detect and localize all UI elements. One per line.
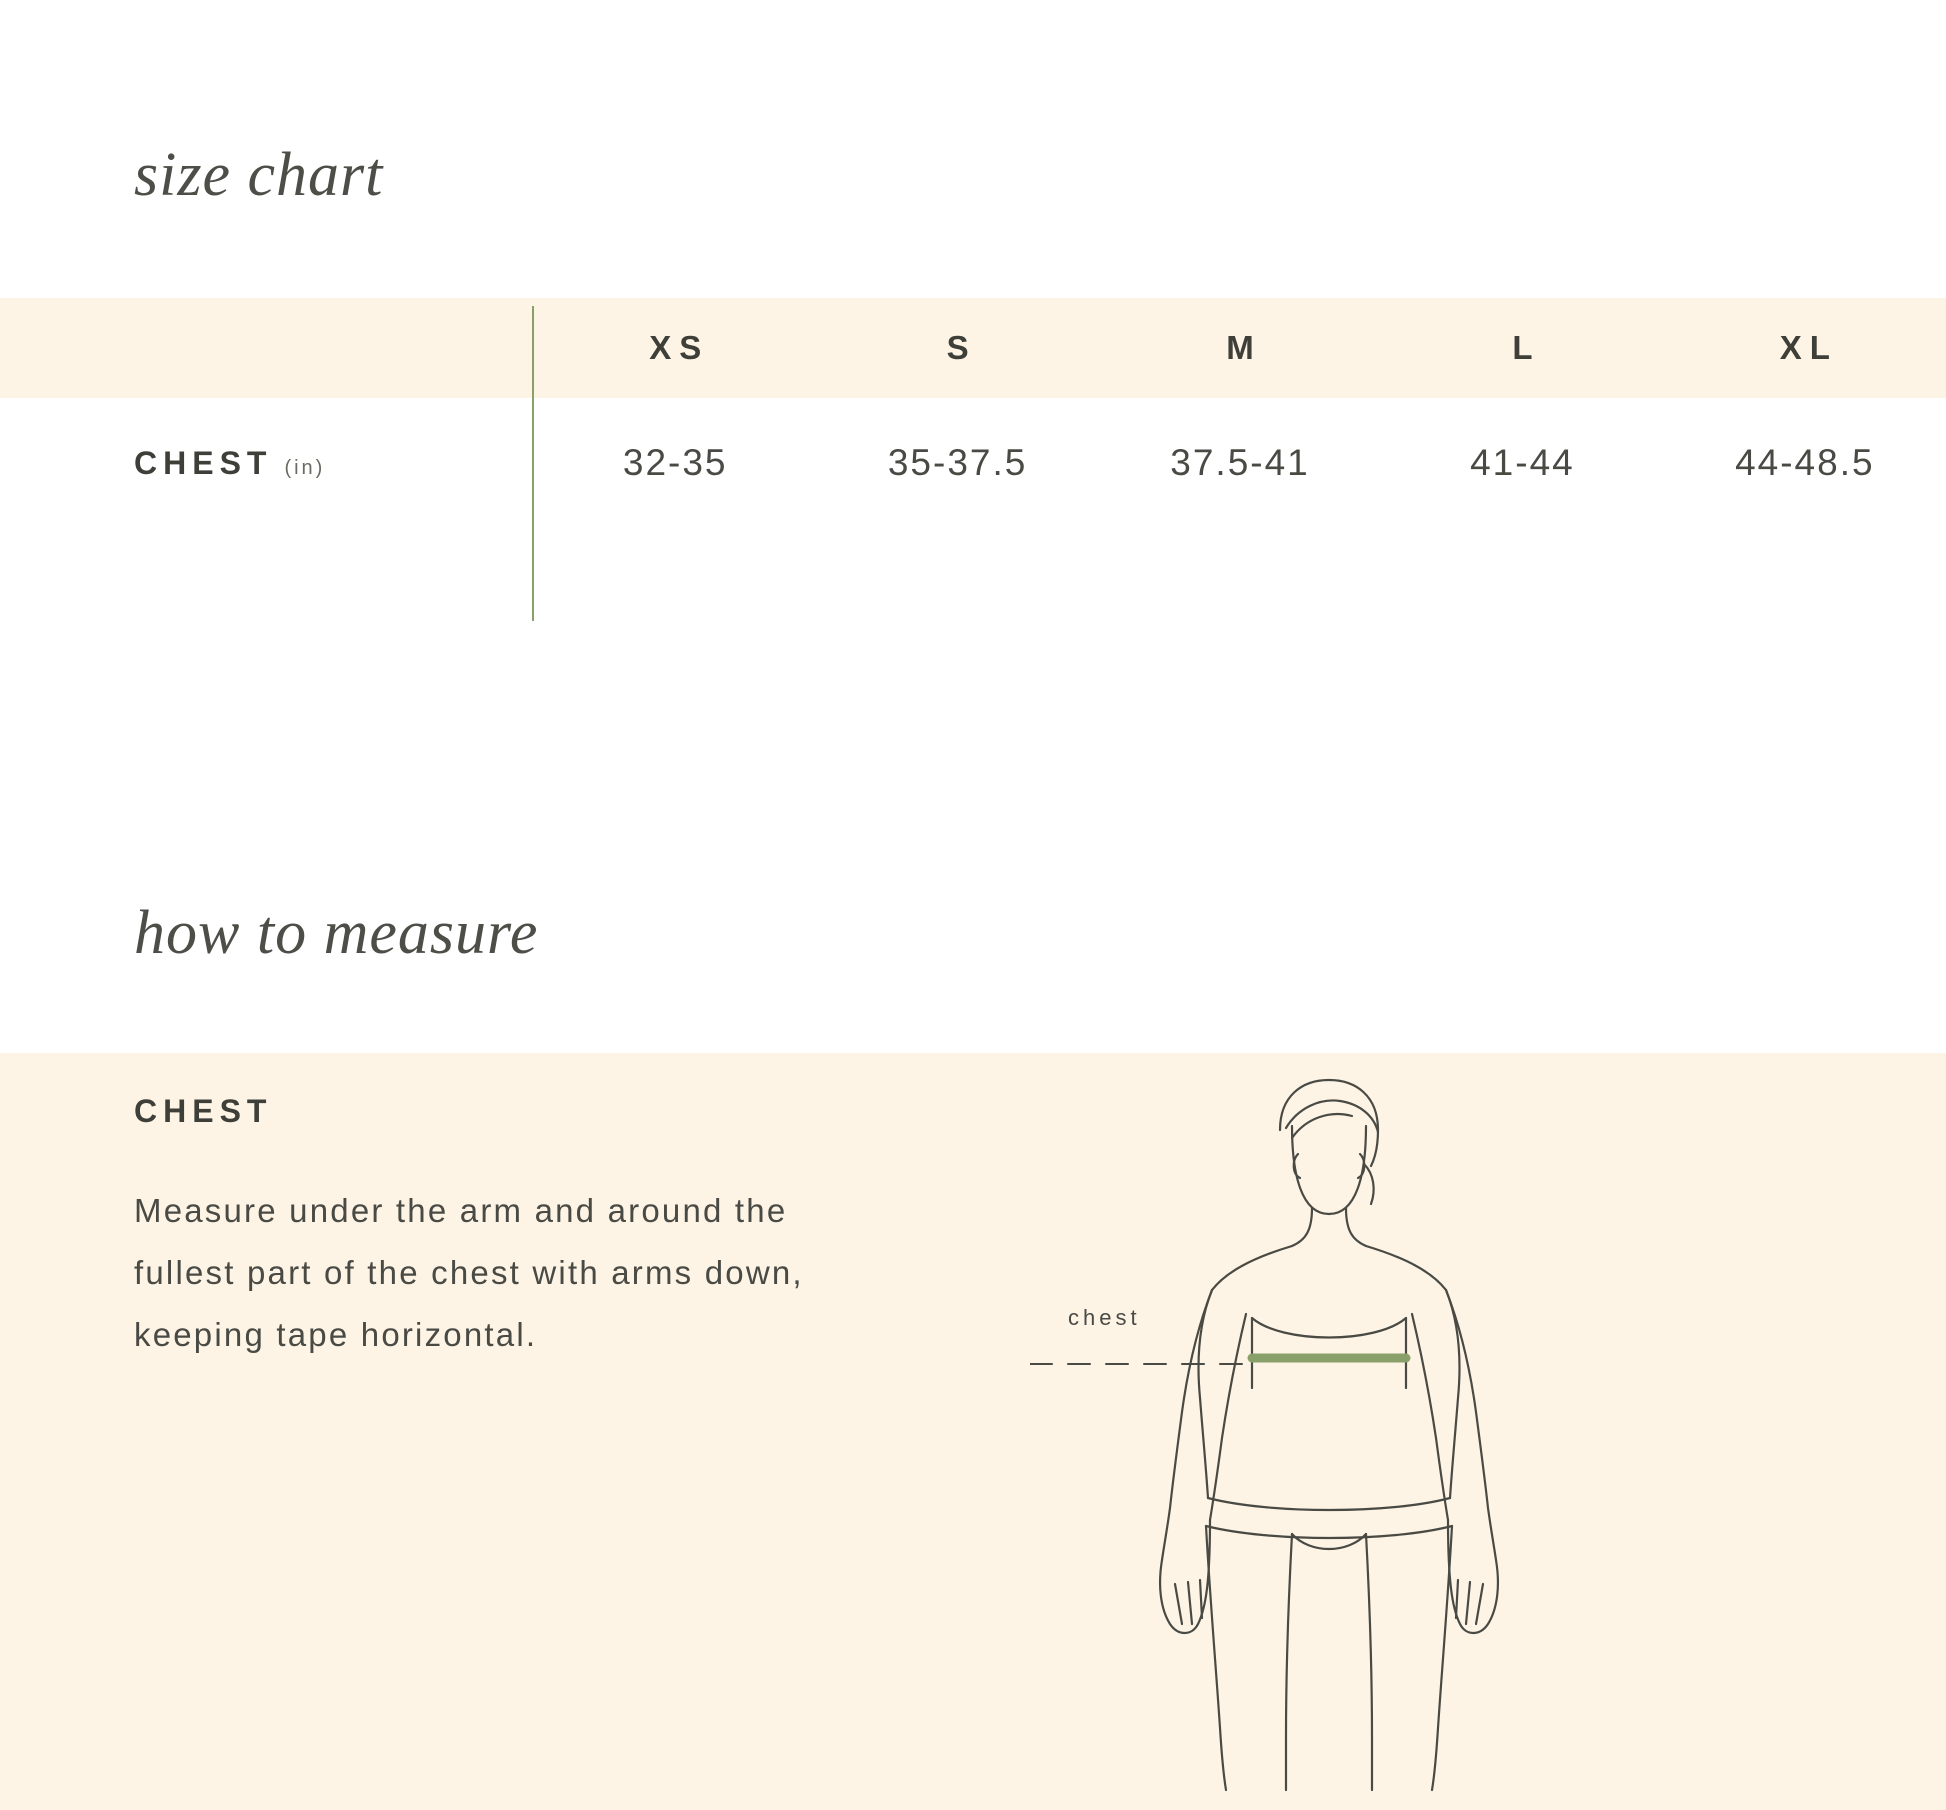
page-title: size chart — [134, 141, 384, 209]
arm-right-outer-icon — [1446, 1290, 1496, 1560]
how-to-measure-title: how to measure — [134, 899, 539, 967]
table-header-row — [0, 298, 1946, 398]
cell-chest-s: 35-37.5 — [887, 442, 1028, 483]
arm-left-outer-icon — [1162, 1290, 1212, 1560]
column-header-xs: XS — [649, 329, 710, 366]
ear-right-icon — [1358, 1154, 1364, 1178]
leg-left-inner-icon — [1286, 1534, 1292, 1790]
female-body-diagram-icon — [1030, 1068, 1650, 1798]
neck-right-icon — [1346, 1208, 1366, 1246]
hand-left-fingers-icon — [1175, 1580, 1202, 1624]
table-row — [0, 398, 1946, 528]
hair-icon — [1280, 1080, 1378, 1166]
waistband-top-icon — [1208, 1498, 1450, 1510]
crotch-icon — [1292, 1534, 1366, 1549]
cell-chest-m: 37.5-41 — [1170, 442, 1310, 483]
face-icon — [1292, 1126, 1366, 1214]
row-label-text: CHEST — [134, 444, 273, 481]
ear-left-icon — [1294, 1154, 1300, 1178]
cell-chest-xs: 32-35 — [622, 442, 728, 483]
leg-left-outer-icon — [1206, 1526, 1226, 1790]
column-header-xl: XL — [1779, 329, 1838, 366]
hand-right-fingers-icon — [1456, 1580, 1483, 1624]
row-unit-text: (in) — [284, 456, 326, 479]
ponytail-icon — [1364, 1164, 1374, 1204]
measure-heading-chest: CHEST — [134, 1093, 273, 1129]
column-header-s: S — [946, 329, 977, 366]
column-header-m: M — [1226, 329, 1262, 366]
cell-chest-l: 41-44 — [1470, 442, 1575, 483]
arm-right-inner-icon — [1412, 1314, 1448, 1520]
shoulder-right-icon — [1366, 1246, 1446, 1290]
leg-right-inner-icon — [1366, 1534, 1372, 1790]
hair-detail-icon — [1286, 1100, 1378, 1132]
hair-detail-2-icon — [1292, 1114, 1352, 1138]
neck-left-icon — [1292, 1208, 1312, 1246]
row-label-chest — [0, 445, 534, 482]
arm-left-inner-icon — [1210, 1314, 1246, 1520]
measure-instructions-text: Measure under the arm and around the fullest part of the chest with arms down, keeping tape horizontal. — [134, 1192, 804, 1353]
how-to-measure-band — [0, 1053, 1946, 1810]
table-vertical-divider — [532, 306, 534, 621]
top-neckline-icon — [1252, 1318, 1406, 1338]
top-sides-icon — [1252, 1318, 1406, 1388]
column-header-l: L — [1512, 329, 1541, 366]
cell-chest-xl: 44-48.5 — [1735, 442, 1875, 483]
waistband-bottom-icon — [1206, 1526, 1452, 1538]
measurement-figure — [1030, 1068, 1650, 1798]
shoulder-left-icon — [1212, 1246, 1292, 1290]
size-chart-table — [0, 298, 1946, 528]
figure-callout-label: chest — [1068, 1305, 1141, 1330]
leg-right-outer-icon — [1432, 1526, 1452, 1790]
